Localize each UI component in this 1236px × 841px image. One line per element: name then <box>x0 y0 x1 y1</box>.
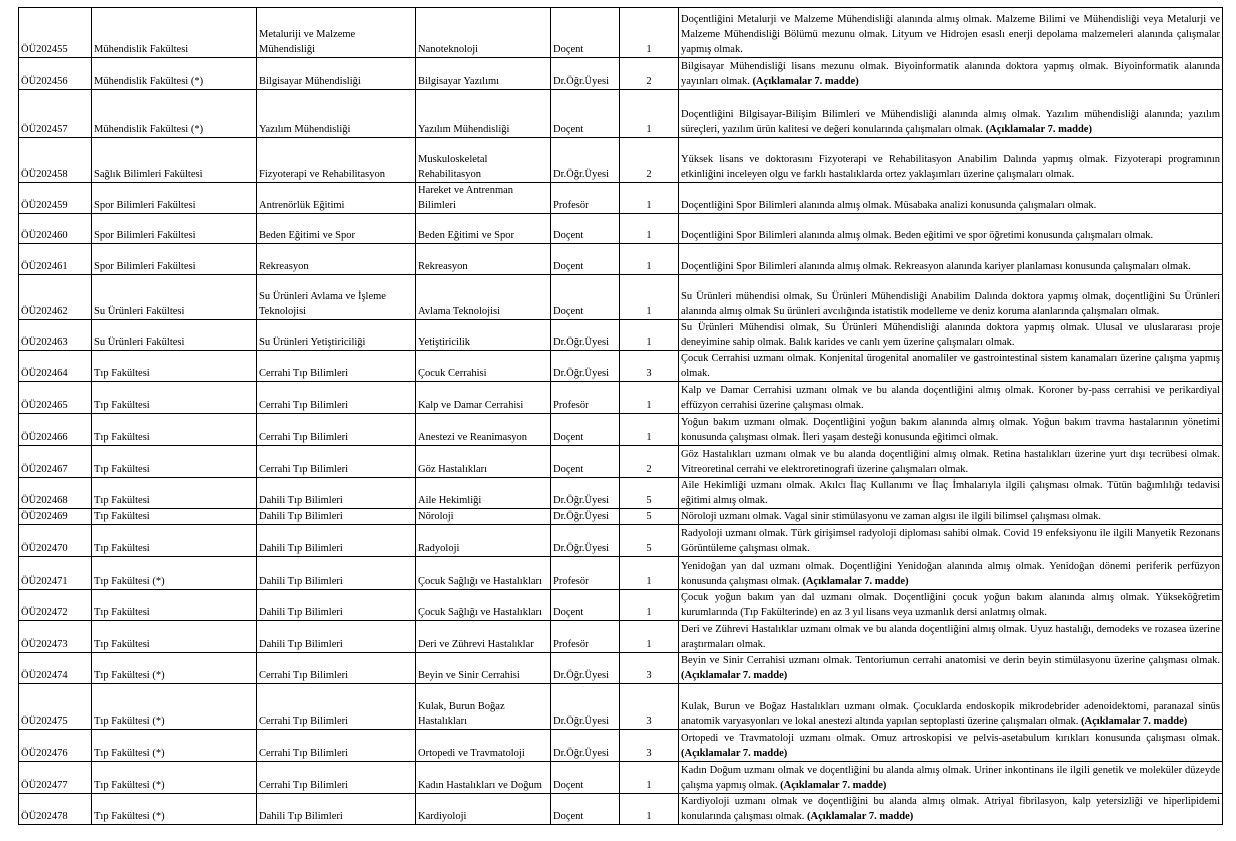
position-count: 1 <box>620 8 679 58</box>
academic-title: Doçent <box>551 275 620 320</box>
academic-title: Doçent <box>551 244 620 275</box>
academic-title: Doçent <box>551 90 620 138</box>
department-name: Su Ürünleri Avlama ve İşleme Teknolojisi <box>257 275 416 320</box>
faculty-name: Tıp Fakültesi <box>92 446 257 478</box>
faculty-name: Mühendislik Fakültesi (*) <box>92 90 257 138</box>
field-name: Hareket ve Antrenman Bilimleri <box>416 183 551 214</box>
requirements-text: Doçentliğini Spor Bilimleri alanında almış olmak. Müsabaka analizi konusunda çalışmaları olmak. <box>681 200 1097 211</box>
faculty-name: Tıp Fakültesi (*) <box>92 762 257 794</box>
position-code: ÖÜ202469 <box>19 509 92 525</box>
requirements-text: Kardiyoloji uzmanı olmak ve doçentliğini bu alanda almış olmak. Atriyal fibrilasyon, kalp yetersizliği ve hiperlipidemi konularında çalışması olmak. <box>681 796 1220 822</box>
position-code: ÖÜ202461 <box>19 244 92 275</box>
table-row <box>19 90 1223 138</box>
positions-table <box>18 7 1223 825</box>
table-row <box>19 214 1223 244</box>
department-name: Dahili Tıp Bilimleri <box>257 794 416 825</box>
academic-title: Dr.Öğr.Üyesi <box>551 58 620 90</box>
field-name: Çocuk Sağlığı ve Hastalıkları <box>416 557 551 590</box>
table-row <box>19 446 1223 478</box>
requirements-cell <box>679 138 1223 183</box>
position-count: 1 <box>620 244 679 275</box>
requirements-cell <box>679 762 1223 794</box>
department-name: Fizyoterapi ve Rehabilitasyon <box>257 138 416 183</box>
table-row <box>19 684 1223 730</box>
faculty-name: Su Ürünleri Fakültesi <box>92 320 257 351</box>
requirements-cell <box>679 183 1223 214</box>
department-name: Dahili Tıp Bilimleri <box>257 621 416 653</box>
explanation-note: (Açıklamalar 7. madde) <box>802 576 909 587</box>
position-code: ÖÜ202475 <box>19 684 92 730</box>
position-code: ÖÜ202476 <box>19 730 92 762</box>
faculty-name: Spor Bilimleri Fakültesi <box>92 183 257 214</box>
department-name: Dahili Tıp Bilimleri <box>257 509 416 525</box>
position-count: 1 <box>620 320 679 351</box>
faculty-name: Tıp Fakültesi <box>92 590 257 621</box>
faculty-name: Tıp Fakültesi <box>92 525 257 557</box>
academic-title: Dr.Öğr.Üyesi <box>551 730 620 762</box>
faculty-name: Mühendislik Fakültesi <box>92 8 257 58</box>
table-row <box>19 509 1223 525</box>
requirements-cell <box>679 244 1223 275</box>
academic-title: Profesör <box>551 382 620 414</box>
requirements-text: Doçentliğini Metalurji ve Malzeme Mühendisliği alanında almış olmak. Malzeme Bilimi ve Mühendisliği veya Metalurji ve Malzeme Mühendisliği Bölümü mezunu olmak. Lityum ve Hidrojen esaslı enerji depolama malzemeleri alanında çalışmalar yapmış olmak. <box>681 14 1220 55</box>
requirements-cell <box>679 275 1223 320</box>
field-name: Kardiyoloji <box>416 794 551 825</box>
requirements-text: Yenidoğan yan dal uzmanı olmak. Doçentliğini Yenidoğan alanında almış olmak. Yenidoğan dönemi periferik perfüzyon konusunda çalışması olmak. <box>681 561 1220 587</box>
field-name: Yetiştiricilik <box>416 320 551 351</box>
table-row <box>19 244 1223 275</box>
position-code: ÖÜ202460 <box>19 214 92 244</box>
requirements-cell <box>679 730 1223 762</box>
department-name: Su Ürünleri Yetiştiriciliği <box>257 320 416 351</box>
position-count: 1 <box>620 183 679 214</box>
field-name: Radyoloji <box>416 525 551 557</box>
position-code: ÖÜ202478 <box>19 794 92 825</box>
positions-table-body <box>19 8 1223 825</box>
requirements-text: Su Ürünleri Mühendisi olmak, Su Ürünleri Mühendisliği alanında doktora yapmış olmak. Ulusal ve uluslararası proje deneyimine sahip olmak. Balık karides ve canlı yem üzerine çalışmaları olmak. <box>681 322 1220 348</box>
requirements-cell <box>679 590 1223 621</box>
requirements-cell <box>679 525 1223 557</box>
faculty-name: Tıp Fakültesi <box>92 621 257 653</box>
requirements-text: Kadın Doğum uzmanı olmak ve doçentliğini bu alanda almış olmak. Uriner inkontinans ile ilgili genetik ve moleküler düzeyde çalışma yapmış olmak. <box>681 765 1220 791</box>
table-row <box>19 621 1223 653</box>
faculty-name: Tıp Fakültesi (*) <box>92 557 257 590</box>
faculty-name: Spor Bilimleri Fakültesi <box>92 244 257 275</box>
position-code: ÖÜ202462 <box>19 275 92 320</box>
position-code: ÖÜ202456 <box>19 58 92 90</box>
faculty-name: Tıp Fakültesi <box>92 509 257 525</box>
faculty-name: Su Ürünleri Fakültesi <box>92 275 257 320</box>
position-code: ÖÜ202468 <box>19 478 92 509</box>
position-count: 1 <box>620 621 679 653</box>
requirements-text: Deri ve Zührevi Hastalıklar uzmanı olmak ve bu alanda doçentliğini almış olmak. Uyuz hastalığı, demodeks ve rozasea üzerine araştırmaları olmak. <box>681 624 1220 650</box>
position-count: 1 <box>620 794 679 825</box>
table-row <box>19 525 1223 557</box>
position-code: ÖÜ202470 <box>19 525 92 557</box>
department-name: Cerrahi Tıp Bilimleri <box>257 351 416 382</box>
position-code: ÖÜ202473 <box>19 621 92 653</box>
academic-title: Profesör <box>551 183 620 214</box>
explanation-note: (Açıklamalar 7. madde) <box>1081 716 1188 727</box>
requirements-text: Kalp ve Damar Cerrahisi uzmanı olmak ve bu alanda doçentliğini almış olmak. Koroner by-pass cerrahisi ve perikardiyal effüzyon cerrahisi üzerine çalışması olmak. <box>681 385 1220 411</box>
position-count: 5 <box>620 478 679 509</box>
table-row <box>19 414 1223 446</box>
department-name: Cerrahi Tıp Bilimleri <box>257 684 416 730</box>
department-name: Metaluriji ve Malzeme Mühendisliği <box>257 8 416 58</box>
field-name: Bilgisayar Yazılımı <box>416 58 551 90</box>
faculty-name: Tıp Fakültesi (*) <box>92 684 257 730</box>
requirements-cell <box>679 414 1223 446</box>
academic-title: Doçent <box>551 590 620 621</box>
explanation-note: (Açıklamalar 7. madde) <box>681 670 788 681</box>
requirements-text: Göz Hastalıkları uzmanı olmak ve bu alanda doçentliğini almış olmak. Retina hastalıkları üzerine yurt dışı tecrübesi olmak. Vitreoretinal cerrahi ve elektroretinografi üzerine çalışmaları olmak. <box>681 449 1220 475</box>
position-code: ÖÜ202466 <box>19 414 92 446</box>
table-row <box>19 183 1223 214</box>
faculty-name: Mühendislik Fakültesi (*) <box>92 58 257 90</box>
table-row <box>19 8 1223 58</box>
requirements-text: Ortopedi ve Travmatoloji uzmanı olmak. Omuz artroskopisi ve pelvis-asetabulum kırıkları konusunda çalışması olmak. <box>681 733 1220 744</box>
department-name: Cerrahi Tıp Bilimleri <box>257 653 416 684</box>
explanation-note: (Açıklamalar 7. madde) <box>806 811 914 822</box>
academic-title: Dr.Öğr.Üyesi <box>551 525 620 557</box>
table-row <box>19 762 1223 794</box>
explanation-note: (Açıklamalar 7. madde) <box>752 76 859 87</box>
requirements-text: Doçentliğini Spor Bilimleri alanında almış olmak. Beden eğitimi ve spor öğretimi konusunda çalışmaları olmak. <box>681 230 1154 241</box>
explanation-note: (Açıklamalar 7. madde) <box>681 748 788 759</box>
position-code: ÖÜ202464 <box>19 351 92 382</box>
department-name: Cerrahi Tıp Bilimleri <box>257 382 416 414</box>
faculty-name: Tıp Fakültesi (*) <box>92 794 257 825</box>
department-name: Rekreasyon <box>257 244 416 275</box>
academic-title: Dr.Öğr.Üyesi <box>551 653 620 684</box>
position-count: 3 <box>620 653 679 684</box>
faculty-name: Tıp Fakültesi <box>92 351 257 382</box>
department-name: Cerrahi Tıp Bilimleri <box>257 414 416 446</box>
field-name: Kalp ve Damar Cerrahisi <box>416 382 551 414</box>
requirements-cell <box>679 684 1223 730</box>
position-count: 3 <box>620 351 679 382</box>
requirements-text: Doçentliğini Bilgisayar-Bilişim Bilimleri ve Mühendisliği alanında almış olmak. Yazılım mühendisliği alanında; yazılım süreçleri, yazılım ürün kalitesi ve değeri konularında çalışmaları olmak. <box>681 109 1220 135</box>
position-count: 1 <box>620 275 679 320</box>
table-row <box>19 382 1223 414</box>
table-row <box>19 58 1223 90</box>
department-name: Dahili Tıp Bilimleri <box>257 478 416 509</box>
position-code: ÖÜ202457 <box>19 90 92 138</box>
requirements-text: Doçentliğini Spor Bilimleri alanında almış olmak. Rekreasyon alanında kariyer planlaması konusunda çalışmaları olmak. <box>681 261 1191 272</box>
position-code: ÖÜ202463 <box>19 320 92 351</box>
field-name: Beyin ve Sinir Cerrahisi <box>416 653 551 684</box>
academic-title: Doçent <box>551 8 620 58</box>
requirements-text: Yoğun bakım uzmanı olmak. Doçentliğini yoğun bakım alanında almış olmak. Yoğun bakım travma hastalarının yönetimi konusunda çalışması olmak. İleri yaşam desteği konusunda eğitimci olmak. <box>681 417 1220 443</box>
position-code: ÖÜ202458 <box>19 138 92 183</box>
department-name: Yazılım Mühendisliği <box>257 90 416 138</box>
position-count: 1 <box>620 590 679 621</box>
requirements-text: Bilgisayar Mühendisliği lisans mezunu olmak. Biyoinformatik alanında doktora yapmış olmak. Biyoinformatik alanında yayınları olmak. <box>681 61 1220 87</box>
position-count: 2 <box>620 58 679 90</box>
academic-title: Doçent <box>551 794 620 825</box>
field-name: Göz Hastalıkları <box>416 446 551 478</box>
requirements-cell <box>679 351 1223 382</box>
position-count: 3 <box>620 684 679 730</box>
requirements-text: Kulak, Burun ve Boğaz Hastalıkları uzmanı olmak. Çocuklarda endoskopik mikrodebrider adenoidektomi, paranazal sinüs anatomik varyasyonları ve lokal anestezi altında yapılan septoplasti üzerine çalışmaları olmak. <box>681 701 1220 727</box>
academic-title: Dr.Öğr.Üyesi <box>551 351 620 382</box>
field-name: Muskuloskeletal Rehabilitasyon <box>416 138 551 183</box>
table-row <box>19 351 1223 382</box>
field-name: Nanoteknoloji <box>416 8 551 58</box>
requirements-cell <box>679 621 1223 653</box>
field-name: Kulak, Burun Boğaz Hastalıkları <box>416 684 551 730</box>
requirements-text: Yüksek lisans ve doktorasını Fizyoterapi ve Rehabilitasyon Anabilim Dalında yapmış olmak. Fizyoterapi programının etkinliğini inceleyen olgu ve farklı hastalıklarda ortez yaklaşımları üzerine çalışmaları olmak. <box>681 154 1220 180</box>
position-code: ÖÜ202472 <box>19 590 92 621</box>
academic-title: Doçent <box>551 762 620 794</box>
position-code: ÖÜ202455 <box>19 8 92 58</box>
faculty-name: Sağlık Bilimleri Fakültesi <box>92 138 257 183</box>
field-name: Yazılım Mühendisliği <box>416 90 551 138</box>
table-row <box>19 653 1223 684</box>
table-row <box>19 275 1223 320</box>
field-name: Anestezi ve Reanimasyon <box>416 414 551 446</box>
field-name: Deri ve Zührevi Hastalıklar <box>416 621 551 653</box>
faculty-name: Tıp Fakültesi <box>92 382 257 414</box>
academic-title: Dr.Öğr.Üyesi <box>551 478 620 509</box>
requirements-cell <box>679 90 1223 138</box>
table-row <box>19 320 1223 351</box>
academic-title: Doçent <box>551 414 620 446</box>
position-code: ÖÜ202459 <box>19 183 92 214</box>
faculty-name: Tıp Fakültesi (*) <box>92 653 257 684</box>
position-code: ÖÜ202467 <box>19 446 92 478</box>
requirements-cell <box>679 794 1223 825</box>
academic-title: Doçent <box>551 214 620 244</box>
position-count: 1 <box>620 762 679 794</box>
department-name: Cerrahi Tıp Bilimleri <box>257 730 416 762</box>
position-count: 3 <box>620 730 679 762</box>
requirements-text: Nöroloji uzmanı olmak. Vagal sinir stimülasyonu ve zaman algısı ile ilgili bilimsel çalışması olmak. <box>681 511 1102 522</box>
department-name: Dahili Tıp Bilimleri <box>257 525 416 557</box>
field-name: Çocuk Cerrahisi <box>416 351 551 382</box>
requirements-text: Beyin ve Sinir Cerrahisi uzmanı olmak. Tentoriumun cerrahi anatomisi ve derin beyin stimülasyonu üzerine çalışması olmak. <box>681 655 1220 666</box>
requirements-text: Radyoloji uzmanı olmak. Türk girişimsel radyoloji diploması sahibi olmak. Covid 19 enfeksiyonu ile ilgili Manyetik Rezonans Görüntüleme çalışması olmak. <box>681 528 1220 554</box>
field-name: Beden Eğitimi ve Spor <box>416 214 551 244</box>
position-count: 1 <box>620 414 679 446</box>
department-name: Cerrahi Tıp Bilimleri <box>257 446 416 478</box>
requirements-cell <box>679 509 1223 525</box>
requirements-cell <box>679 214 1223 244</box>
table-row <box>19 557 1223 590</box>
requirements-cell <box>679 557 1223 590</box>
department-name: Cerrahi Tıp Bilimleri <box>257 762 416 794</box>
faculty-name: Tıp Fakültesi <box>92 414 257 446</box>
academic-title: Dr.Öğr.Üyesi <box>551 684 620 730</box>
position-count: 1 <box>620 557 679 590</box>
requirements-cell <box>679 58 1223 90</box>
field-name: Nöroloji <box>416 509 551 525</box>
requirements-text: Aile Hekimliği uzmanı olmak. Akılcı İlaç Kullanımı ve İlaç İmhalarıyla ilgili çalışması olmak. Tütün bağımlılığı tedavisi eğitimi almış olmak. <box>681 480 1220 506</box>
explanation-note: (Açıklamalar 7. madde) <box>780 780 887 791</box>
position-count: 1 <box>620 382 679 414</box>
field-name: Çocuk Sağlığı ve Hastalıkları <box>416 590 551 621</box>
position-code: ÖÜ202471 <box>19 557 92 590</box>
position-count: 1 <box>620 214 679 244</box>
department-name: Antrenörlük Eğitimi <box>257 183 416 214</box>
academic-title: Dr.Öğr.Üyesi <box>551 138 620 183</box>
requirements-cell <box>679 382 1223 414</box>
requirements-cell <box>679 8 1223 58</box>
requirements-cell <box>679 320 1223 351</box>
faculty-name: Spor Bilimleri Fakültesi <box>92 214 257 244</box>
department-name: Dahili Tıp Bilimleri <box>257 557 416 590</box>
requirements-text: Çocuk yoğun bakım yan dal uzmanı olmak. Doçentliğini çocuk yoğun bakım alanında almış olmak. Yükseköğretim kurumlarında (Tıp Fakülterinde) en az 3 yıl lisans veya uzmanlık dersi anlatmış olmak. <box>681 592 1220 618</box>
position-count: 2 <box>620 138 679 183</box>
table-row <box>19 730 1223 762</box>
table-row <box>19 794 1223 825</box>
academic-title: Dr.Öğr.Üyesi <box>551 320 620 351</box>
faculty-name: Tıp Fakültesi (*) <box>92 730 257 762</box>
academic-title: Dr.Öğr.Üyesi <box>551 509 620 525</box>
position-code: ÖÜ202477 <box>19 762 92 794</box>
position-count: 2 <box>620 446 679 478</box>
position-count: 5 <box>620 525 679 557</box>
department-name: Bilgisayar Mühendisliği <box>257 58 416 90</box>
requirements-cell <box>679 653 1223 684</box>
requirements-text: Çocuk Cerrahisi uzmanı olmak. Konjenital ürogenital anomaliler ve gastrointestinal sistem kanamaları üzerine çalışma yapmış olmak. <box>681 353 1220 379</box>
faculty-name: Tıp Fakültesi <box>92 478 257 509</box>
academic-title: Profesör <box>551 621 620 653</box>
requirements-cell <box>679 478 1223 509</box>
position-code: ÖÜ202474 <box>19 653 92 684</box>
position-code: ÖÜ202465 <box>19 382 92 414</box>
academic-title: Profesör <box>551 557 620 590</box>
requirements-text: Su Ürünleri mühendisi olmak, Su Ürünleri Mühendisliği Anabilim Dalında doktora yapmış olmak, doçentliğini Su Ürünleri alanında almış olmak Su ürünleri avcılığında istatistik modelleme ve deniz koruma alanlarında çalışmaları olmak. <box>681 291 1220 317</box>
explanation-note: (Açıklamalar 7. madde) <box>985 124 1092 135</box>
department-name: Dahili Tıp Bilimleri <box>257 590 416 621</box>
requirements-cell <box>679 446 1223 478</box>
field-name: Ortopedi ve Travmatoloji <box>416 730 551 762</box>
table-row <box>19 590 1223 621</box>
academic-title: Doçent <box>551 446 620 478</box>
table-row <box>19 138 1223 183</box>
department-name: Beden Eğitimi ve Spor <box>257 214 416 244</box>
table-row <box>19 478 1223 509</box>
position-count: 1 <box>620 90 679 138</box>
field-name: Aile Hekimliği <box>416 478 551 509</box>
field-name: Kadın Hastalıkları ve Doğum <box>416 762 551 794</box>
field-name: Rekreasyon <box>416 244 551 275</box>
field-name: Avlama Teknolojisi <box>416 275 551 320</box>
position-count: 5 <box>620 509 679 525</box>
